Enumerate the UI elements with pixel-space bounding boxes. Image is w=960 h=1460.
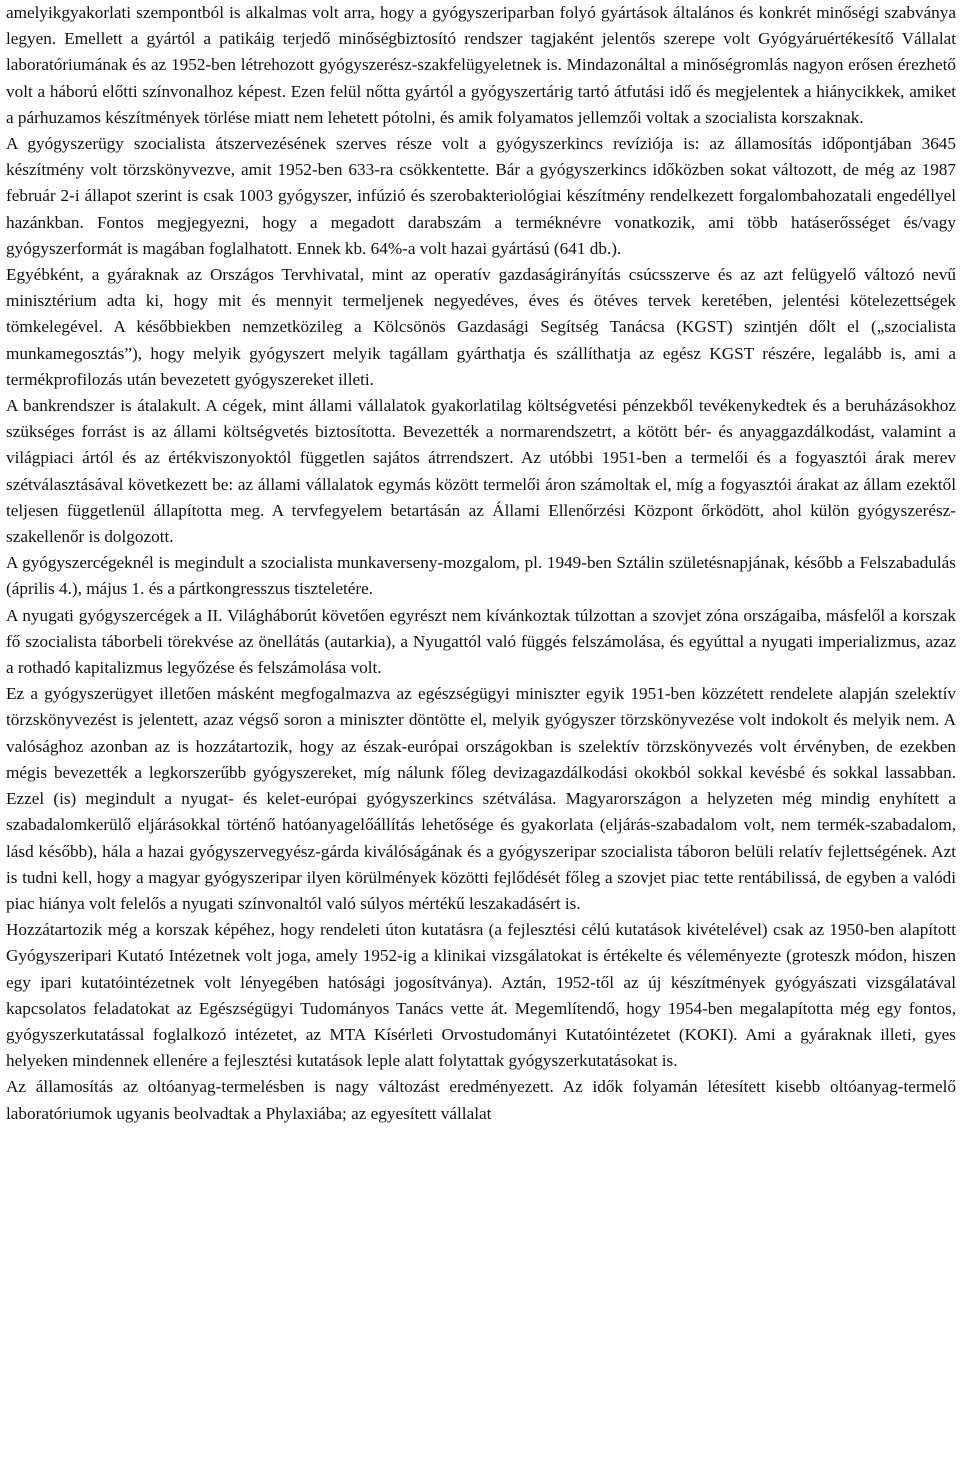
paragraph-quality-assurance: amelyikgyakorlati szempontból is alkalmas volt arra, hogy a gyógyszeriparban folyó gyártások általános és konkrét minőségi szabványa legyen. Emellett a gyártól a patikáig terjedő minőségbiztosító rendszer tagjaként jelentős szerepe volt Gyógyáruértékesítő Vállalat laboratóriumának és az 1952-ben létrehozott gyógyszerész-szakfelügyeletnek is. Mindazonáltal a minőségromlás nagyon erősen érezhető volt a háború előtti színvonalhoz képest. Ezen felül nőtta gyártól a gyógyszertárig tartó átfutási idő és megjelentek a hiánycikkek, amiket a párhuzamos készítmények törlése miatt nem lehetett pótolni, és amik folyamatos jellemzői voltak a szocialista korszaknak.	[6, 3, 956, 127]
paragraph-labor-competition: A gyógyszercégeknél is megindult a szocialista munkaverseny-mozgalom, pl. 1949-ben Sztálin születésnapjának, később a Felszabadulás (április 4.), május 1. és a pártkongresszus tiszteletére.	[6, 553, 956, 599]
paragraph-planning-kgst: Egyébként, a gyáraknak az Országos Tervhivatal, mint az operatív gazdaságirányítás csúcsszerve és az azt felügyelő változó nevű minisztérium adta ki, hogy mit és mennyit termeljenek negyedéves, éves és ötéves tervek keretében, jelentési kötelezettségek tömkelegével. A későbbiekben nemzetközileg a Kölcsönös Gazdasági Segítség Tanácsa (KGST) szintjén dőlt el („szocialista munkamegosztás”), hogy melyik gyógyszert melyik tagállam gyárthatja és szállíthatja az egész KGST részére, legalább is, ami a termékprofilozás után bevezetett gyógyszereket illeti.	[6, 265, 956, 389]
document-body	[6, 0, 956, 1127]
paragraph-western-companies: A nyugati gyógyszercégek a II. Világháborút követően egyrészt nem kívánkoztak túlzottan a szovjet zóna országaiba, másfelől a korszak fő szocialista táborbeli törekvése az önellátás (autarkia), a Nyugattól való függés felszámolása, és egyúttal a nyugati imperializmus, azaz a rothadó kapitalizmus legyőzése és felszámolása volt.	[6, 605, 956, 678]
paragraph-selective-registration: Ez a gyógyszerügyet illetően másként megfogalmazva az egészségügyi miniszter egyik 1951-ben közzétett rendelete alapján szelektív törzskönyvezést is jelentett, azaz végső soron a miniszter döntötte el, melyik gyógyszer törzskönyvezése volt indokolt és melyik nem. A valósághoz azonban az is hozzátartozik, hogy az észak-európai országokban is szelektív törzskönyvezés volt érvényben, de ezekben mégis bevezették a legkorszerűbb gyógyszereket, míg nálunk főleg devizagazdálkodási okokból sokkal kevésbé és sokkal lassabban. Ezzel (is) megindult a nyugat- és kelet-európai gyógyszerkincs szétválása. Magyarországon a helyzeten még mindig enyhített a szabadalomkerülő eljárásokkal történő hatóanyagelőállítás lehetősége és gyakorlata (eljárás-szabadalom volt, nem termék-szabadalom, lásd később), hála a hazai gyógyszervegyész-gárda kiválóságának és a gyógyszeripar szocialista táboron belüli relatív fejlettségének. Azt is tudni kell, hogy a magyar gyógyszeripar ilyen körülmények közötti fejlődését főleg a szovjet piac tette rentábilissá, de egyben a valódi piac hiánya volt felelős a nyugati színvonaltól való súlyos mértékű leszakadásért is.	[6, 684, 956, 913]
paragraph-vaccine-production: Az államosítás az oltóanyag-termelésben is nagy változást eredményezett. Az idők folyamán létesített kisebb oltóanyag-termelő laboratóriumok ugyanis beolvadtak a Phylaxiába; az egyesített vállalat	[6, 1077, 956, 1123]
paragraph-research-institutes: Hozzátartozik még a korszak képéhez, hogy rendeleti úton kutatásra (a fejlesztési célú kutatások kivételével) csak az 1950-ben alapított Gyógyszeripari Kutató Intézetnek volt joga, amely 1952-ig a klinikai vizsgálatokat is értékelte és véleményezte (groteszk módon, hiszen egy ipari kutatóintézetnek volt lényegében hatósági jogosítványa). Aztán, 1952-től az új készítmények gyógyászati vizsgálatával kapcsolatos feladatokat az Egészségügyi Tudományos Tanács vette át. Megemlítendő, hogy 1954-ben megalapította még egy fontos, gyógyszerkutatással foglalkozó intézetet, az MTA Kísérleti Orvostudományi Kutatóintézetet (KOKI). Ami a gyáraknak illeti, gyes helyeken mindennek ellenére a fejlesztési kutatások leple alatt folytattak gyógyszerkutatásokat is.	[6, 920, 956, 1071]
paragraph-banking-pricing: A bankrendszer is átalakult. A cégek, mint állami vállalatok gyakorlatilag költségvetési pénzekből tevékenykedtek és a beruházásokhoz szükséges forrást is az állami költségvetés biztosította. Bevezették a normarendszetrt, a kötött bér- és anyaggazdálkodást, valamint a világpiaci ártól és az értékviszonyoktól független sajátos átrrendszert. Az utóbbi 1951-ben a termelői és a fogyasztói árak merev szétválasztásával következett be: az állami vállalatok egymás között termelői áron számoltak el, míg a fogyasztói árakat az állam ezektől teljesen függetlenül állapította meg. A tervfegyelem betartásán az Állami Ellenőrzési Központ őrködött, ahol külön gyógyszerész-szakellenőr is dolgozott.	[6, 396, 956, 547]
paragraph-drug-stock-revision: A gyógyszerügy szocialista átszervezésének szerves része volt a gyógyszerkincs revíziója is: az államosítás időpontjában 3645 készítmény volt törzskönyvezve, amit 1952-ben 633-ra csökkentette. Bár a gyógyszerkincs időközben sokat változott, de még az 1987 február 2-i állapot szerint is csak 1003 gyógyszer, infúzió és szerobakteriológiai készítmény rendelkezett forgalombahozatali engedéllyel hazánkban. Fontos megjegyezni, hogy a megadott darabszám a terméknévre vonatkozik, ami több hatáserősséget és/vagy gyógyszerformát is magában foglalhatott. Ennek kb. 64%-a volt hazai gyártású (641 db.).	[6, 134, 956, 258]
